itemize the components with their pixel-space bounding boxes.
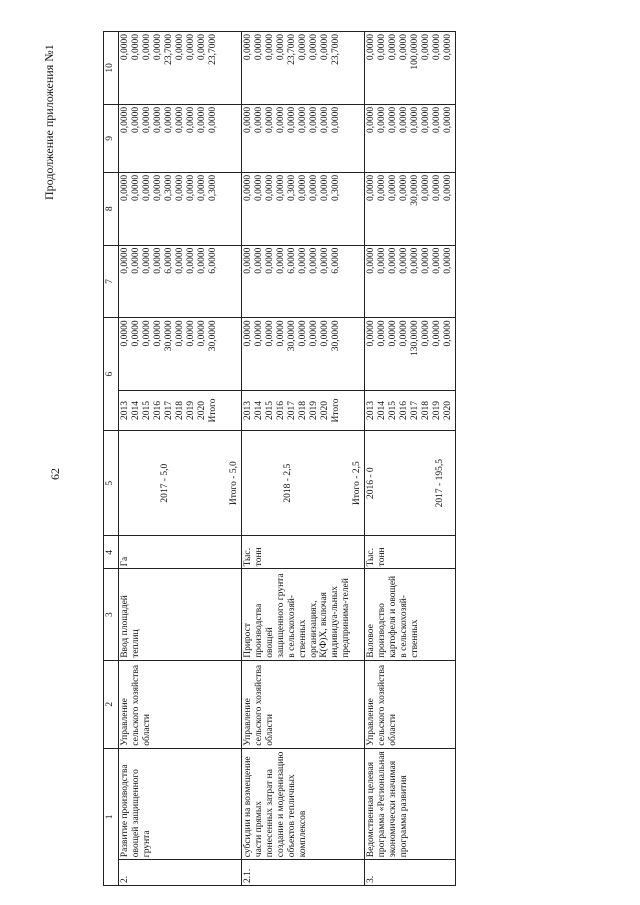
executor: Управление сельского хозяйства области xyxy=(242,660,365,748)
value-cell: 0,0000 xyxy=(142,320,152,347)
year-cell: 2020 xyxy=(197,400,207,420)
value-cell: 0,0000 xyxy=(164,106,174,133)
value-cell: 0,0000 xyxy=(443,247,453,274)
value-cell: 0,0000 xyxy=(388,174,398,201)
value-cell: 0,0000 xyxy=(298,247,308,274)
table-row xyxy=(119,32,242,886)
value-cell: 0,0000 xyxy=(421,106,431,133)
value-cell: 0,0000 xyxy=(265,247,275,274)
value-cell: 0,0000 xyxy=(443,106,453,133)
value-cell: 0,0000 xyxy=(366,34,376,61)
value-cell: 0,0000 xyxy=(298,34,308,61)
value-cell: 0,0000 xyxy=(131,174,141,201)
year-cell: 2019 xyxy=(186,400,196,420)
header-col-6: 6 xyxy=(104,318,119,431)
value-cell: 0,0000 xyxy=(399,320,409,347)
value-column-c6 xyxy=(242,318,365,391)
value-cell: 0,0000 xyxy=(421,320,431,347)
year-cell: Итого xyxy=(208,398,218,423)
value-cell: 0,0000 xyxy=(443,34,453,61)
row-number: 2. xyxy=(119,860,242,886)
page-number: 62 xyxy=(48,468,62,480)
measure-name: субсидии на возмещение части прямых понесенных затрат на создание и модернизацию объектов тепличных комплексов xyxy=(242,748,365,859)
year-cell: 2017 xyxy=(164,400,174,420)
value-cell: 0,0000 xyxy=(388,34,398,61)
header-col-10: 10 xyxy=(104,32,119,105)
year-cell: 2013 xyxy=(120,400,130,420)
indicator: Валовое производство картофеля и овощей в сельскохозяй-ственных xyxy=(365,569,456,660)
value-cell: 0,0000 xyxy=(131,106,141,133)
value-cell: 0,0000 xyxy=(186,174,196,201)
value-cell: 0,0000 xyxy=(309,174,319,201)
year-cell: 2014 xyxy=(131,400,141,420)
row-number: 2.1. xyxy=(242,860,365,886)
row-number: 3. xyxy=(365,860,456,886)
value-cell: 0,0000 xyxy=(142,247,152,274)
year-cell: 2018 xyxy=(175,400,185,420)
value-cell: 0,0000 xyxy=(186,320,196,347)
value-column-c10 xyxy=(119,32,242,105)
value-cell: 0,0000 xyxy=(175,34,185,61)
year-cell: 2020 xyxy=(443,400,453,420)
value-cell: 0,0000 xyxy=(265,34,275,61)
value-cell: 0,0000 xyxy=(388,320,398,347)
value-cell: 0,0000 xyxy=(421,34,431,61)
value-cell: 0,0000 xyxy=(153,34,163,61)
header-col-9: 9 xyxy=(104,104,119,172)
header-col-7: 7 xyxy=(104,245,119,318)
value-cell: 0,3000 xyxy=(331,174,341,201)
value-cell: 30,0000 xyxy=(164,320,174,352)
value-cell: 0,0000 xyxy=(120,320,130,347)
value-cell: 0,0000 xyxy=(309,34,319,61)
value-column-c8 xyxy=(365,172,456,245)
value-cell: 6,0000 xyxy=(287,247,297,274)
value-cell: 0,0000 xyxy=(377,320,387,347)
value-cell: 0,0000 xyxy=(377,34,387,61)
value-cell: 0,0000 xyxy=(265,320,275,347)
year-cell: 2014 xyxy=(254,400,264,420)
measure-name: Ведомственная целевая программа «Региональная экономически значимая программа развития xyxy=(365,748,456,859)
value-cell: 0,0000 xyxy=(276,174,286,201)
value-column-c8 xyxy=(242,172,365,245)
value-cell: 0,0000 xyxy=(120,174,130,201)
target-line: 2016 - 0 xyxy=(366,467,376,500)
value-cell: 0,0000 xyxy=(388,247,398,274)
header-col-5: 5 xyxy=(104,430,119,536)
program-table-rotated xyxy=(103,31,453,886)
value-column-c7 xyxy=(119,245,242,318)
table-row xyxy=(242,32,365,886)
value-cell: 0,0000 xyxy=(243,247,253,274)
value-column-c9 xyxy=(119,104,242,172)
target-line: 2018 - 2,5 xyxy=(283,463,293,503)
value-cell: 0,0000 xyxy=(410,106,420,133)
continuation-title: Продолжение приложения №1 xyxy=(42,44,56,200)
value-cell: 0,0000 xyxy=(432,34,442,61)
year-cell: 2013 xyxy=(366,400,376,420)
program-table xyxy=(103,31,456,886)
value-cell: 0,0000 xyxy=(298,320,308,347)
value-cell: 30,0000 xyxy=(331,320,341,352)
value-cell: 0,0000 xyxy=(120,247,130,274)
value-cell: 0,0000 xyxy=(175,106,185,133)
value-column-c8 xyxy=(119,172,242,245)
value-cell: 0,0000 xyxy=(366,174,376,201)
value-cell: 0,0000 xyxy=(153,247,163,274)
value-cell: 0,0000 xyxy=(432,320,442,347)
value-cell: 30,0000 xyxy=(287,320,297,352)
executor: Управление сельского хозяйства области xyxy=(365,660,456,748)
unit: Га xyxy=(119,536,242,569)
value-cell: 0,0000 xyxy=(243,34,253,61)
value-cell: 0,0000 xyxy=(276,34,286,61)
executor: Управление сельского хозяйства области xyxy=(119,660,242,748)
value-cell: 30,0000 xyxy=(410,174,420,206)
indicator: Ввод площадей теплиц xyxy=(119,569,242,660)
year-cell: 2015 xyxy=(388,400,398,420)
indicator: Прирост производства овощей защищенного грунта в сельскохозяй-ственных организациях, К(Ф)Х, включая индивидуа-льных предпринима-телей xyxy=(242,569,365,660)
value-cell: 0,3000 xyxy=(208,174,218,201)
target-line: 2017 - 195,5 xyxy=(435,459,445,508)
value-cell: 30,0000 xyxy=(208,320,218,352)
value-cell: 0,3000 xyxy=(287,174,297,201)
value-cell: 0,0000 xyxy=(366,247,376,274)
year-cell: 2015 xyxy=(265,400,275,420)
value-cell: 0,0000 xyxy=(410,247,420,274)
year-cell: 2017 xyxy=(287,400,297,420)
unit: Тыс. тонн xyxy=(365,536,456,569)
year-cell: 2020 xyxy=(320,400,330,420)
value-column-c6 xyxy=(119,318,242,391)
value-cell: 0,0000 xyxy=(298,106,308,133)
year-column xyxy=(242,391,365,431)
value-cell: 0,0000 xyxy=(432,247,442,274)
value-cell: 0,0000 xyxy=(131,320,141,347)
value-cell: 0,0000 xyxy=(320,320,330,347)
value-cell: 0,0000 xyxy=(421,247,431,274)
value-column-c7 xyxy=(242,245,365,318)
target-line: Итого - 5,0 xyxy=(229,461,239,506)
year-cell: 2015 xyxy=(142,400,152,420)
value-cell: 0,0000 xyxy=(142,34,152,61)
value-cell: 0,0000 xyxy=(186,247,196,274)
year-cell: 2017 xyxy=(410,400,420,420)
unit: Тыс. тонн xyxy=(242,536,365,569)
value-cell: 0,0000 xyxy=(120,34,130,61)
value-cell: 0,0000 xyxy=(142,174,152,201)
value-cell: 0,0000 xyxy=(287,106,297,133)
value-cell: 100,0000 xyxy=(410,34,420,70)
value-column-c10 xyxy=(365,32,456,105)
target-line: Итого - 2,5 xyxy=(352,461,362,506)
value-cell: 0,0000 xyxy=(399,34,409,61)
year-cell: 2018 xyxy=(298,400,308,420)
value-cell: 0,0000 xyxy=(197,106,207,133)
value-cell: 23,7000 xyxy=(164,34,174,65)
header-row xyxy=(104,32,119,886)
value-cell: 0,0000 xyxy=(377,174,387,201)
value-cell: 0,0000 xyxy=(443,320,453,347)
value-cell: 6,0000 xyxy=(208,247,218,274)
target-value xyxy=(119,430,242,536)
value-cell: 0,0000 xyxy=(197,247,207,274)
year-cell: 2016 xyxy=(399,400,409,420)
value-cell: 0,0000 xyxy=(265,106,275,133)
value-cell: 0,0000 xyxy=(320,247,330,274)
value-cell: 0,0000 xyxy=(320,174,330,201)
year-cell: 2014 xyxy=(377,400,387,420)
value-cell: 0,0000 xyxy=(276,106,286,133)
value-cell: 0,0000 xyxy=(243,106,253,133)
year-cell: 2016 xyxy=(276,400,286,420)
value-cell: 0,0000 xyxy=(388,106,398,133)
value-cell: 23,7000 xyxy=(331,34,341,65)
value-cell: 0,0000 xyxy=(186,34,196,61)
table-row xyxy=(365,32,456,886)
value-cell: 0,0000 xyxy=(131,247,141,274)
value-cell: 0,0000 xyxy=(366,106,376,133)
value-cell: 0,0000 xyxy=(377,106,387,133)
year-cell: 2016 xyxy=(153,400,163,420)
value-cell: 23,7000 xyxy=(208,34,218,65)
year-cell: Итого xyxy=(331,398,341,423)
value-cell: 0,0000 xyxy=(120,106,130,133)
value-cell: 0,0000 xyxy=(399,174,409,201)
value-cell: 0,0000 xyxy=(153,174,163,201)
value-cell: 0,0000 xyxy=(432,106,442,133)
value-cell: 0,0000 xyxy=(197,174,207,201)
value-cell: 0,0000 xyxy=(254,320,264,347)
value-cell: 0,0000 xyxy=(243,174,253,201)
value-cell: 130,0000 xyxy=(410,320,420,356)
year-cell: 2019 xyxy=(432,400,442,420)
value-cell: 0,0000 xyxy=(320,106,330,133)
value-cell: 0,0000 xyxy=(208,106,218,133)
value-cell: 0,0000 xyxy=(377,247,387,274)
value-cell: 0,0000 xyxy=(186,106,196,133)
year-cell: 2013 xyxy=(243,400,253,420)
value-cell: 6,0000 xyxy=(331,247,341,274)
value-cell: 0,0000 xyxy=(243,320,253,347)
target-line: 2017 - 5,0 xyxy=(160,463,170,503)
value-cell: 0,3000 xyxy=(164,174,174,201)
value-column-c7 xyxy=(365,245,456,318)
value-cell: 0,0000 xyxy=(421,174,431,201)
year-cell: 2019 xyxy=(309,400,319,420)
value-cell: 0,0000 xyxy=(298,174,308,201)
value-cell: 0,0000 xyxy=(254,174,264,201)
value-cell: 0,0000 xyxy=(131,34,141,61)
value-cell: 0,0000 xyxy=(276,320,286,347)
value-cell: 0,0000 xyxy=(175,174,185,201)
value-cell: 23,7000 xyxy=(287,34,297,65)
value-column-c10 xyxy=(242,32,365,105)
year-cell: 2018 xyxy=(421,400,431,420)
value-column-c9 xyxy=(242,104,365,172)
value-cell: 0,0000 xyxy=(254,247,264,274)
header-col-2: 2 xyxy=(104,660,119,748)
value-cell: 0,0000 xyxy=(142,106,152,133)
value-cell: 0,0000 xyxy=(309,247,319,274)
header-col-4: 4 xyxy=(104,536,119,569)
value-cell: 0,0000 xyxy=(399,247,409,274)
value-column-c6 xyxy=(365,318,456,391)
value-cell: 0,0000 xyxy=(366,320,376,347)
header-col-1: 1 xyxy=(104,748,119,885)
value-cell: 0,0000 xyxy=(254,34,264,61)
value-cell: 0,0000 xyxy=(153,320,163,347)
value-cell: 0,0000 xyxy=(331,106,341,133)
header-col-8: 8 xyxy=(104,172,119,245)
target-value xyxy=(242,430,365,536)
header-col-3: 3 xyxy=(104,569,119,660)
table-body xyxy=(119,32,456,886)
value-column-c9 xyxy=(365,104,456,172)
value-cell: 0,0000 xyxy=(175,247,185,274)
value-cell: 0,0000 xyxy=(254,106,264,133)
value-cell: 0,0000 xyxy=(399,106,409,133)
value-cell: 0,0000 xyxy=(197,320,207,347)
value-cell: 0,0000 xyxy=(175,320,185,347)
value-cell: 0,0000 xyxy=(309,106,319,133)
value-cell: 0,0000 xyxy=(197,34,207,61)
value-cell: 0,0000 xyxy=(443,174,453,201)
value-cell: 0,0000 xyxy=(265,174,275,201)
measure-name: Развитие производства овощей защищенного грунта xyxy=(119,748,242,859)
value-cell: 0,0000 xyxy=(276,247,286,274)
year-column xyxy=(365,391,456,431)
value-cell: 0,0000 xyxy=(309,320,319,347)
value-cell: 0,0000 xyxy=(320,34,330,61)
value-cell: 0,0000 xyxy=(153,106,163,133)
value-cell: 0,0000 xyxy=(432,174,442,201)
year-column xyxy=(119,391,242,431)
target-value xyxy=(365,430,456,536)
value-cell: 6,0000 xyxy=(164,247,174,274)
